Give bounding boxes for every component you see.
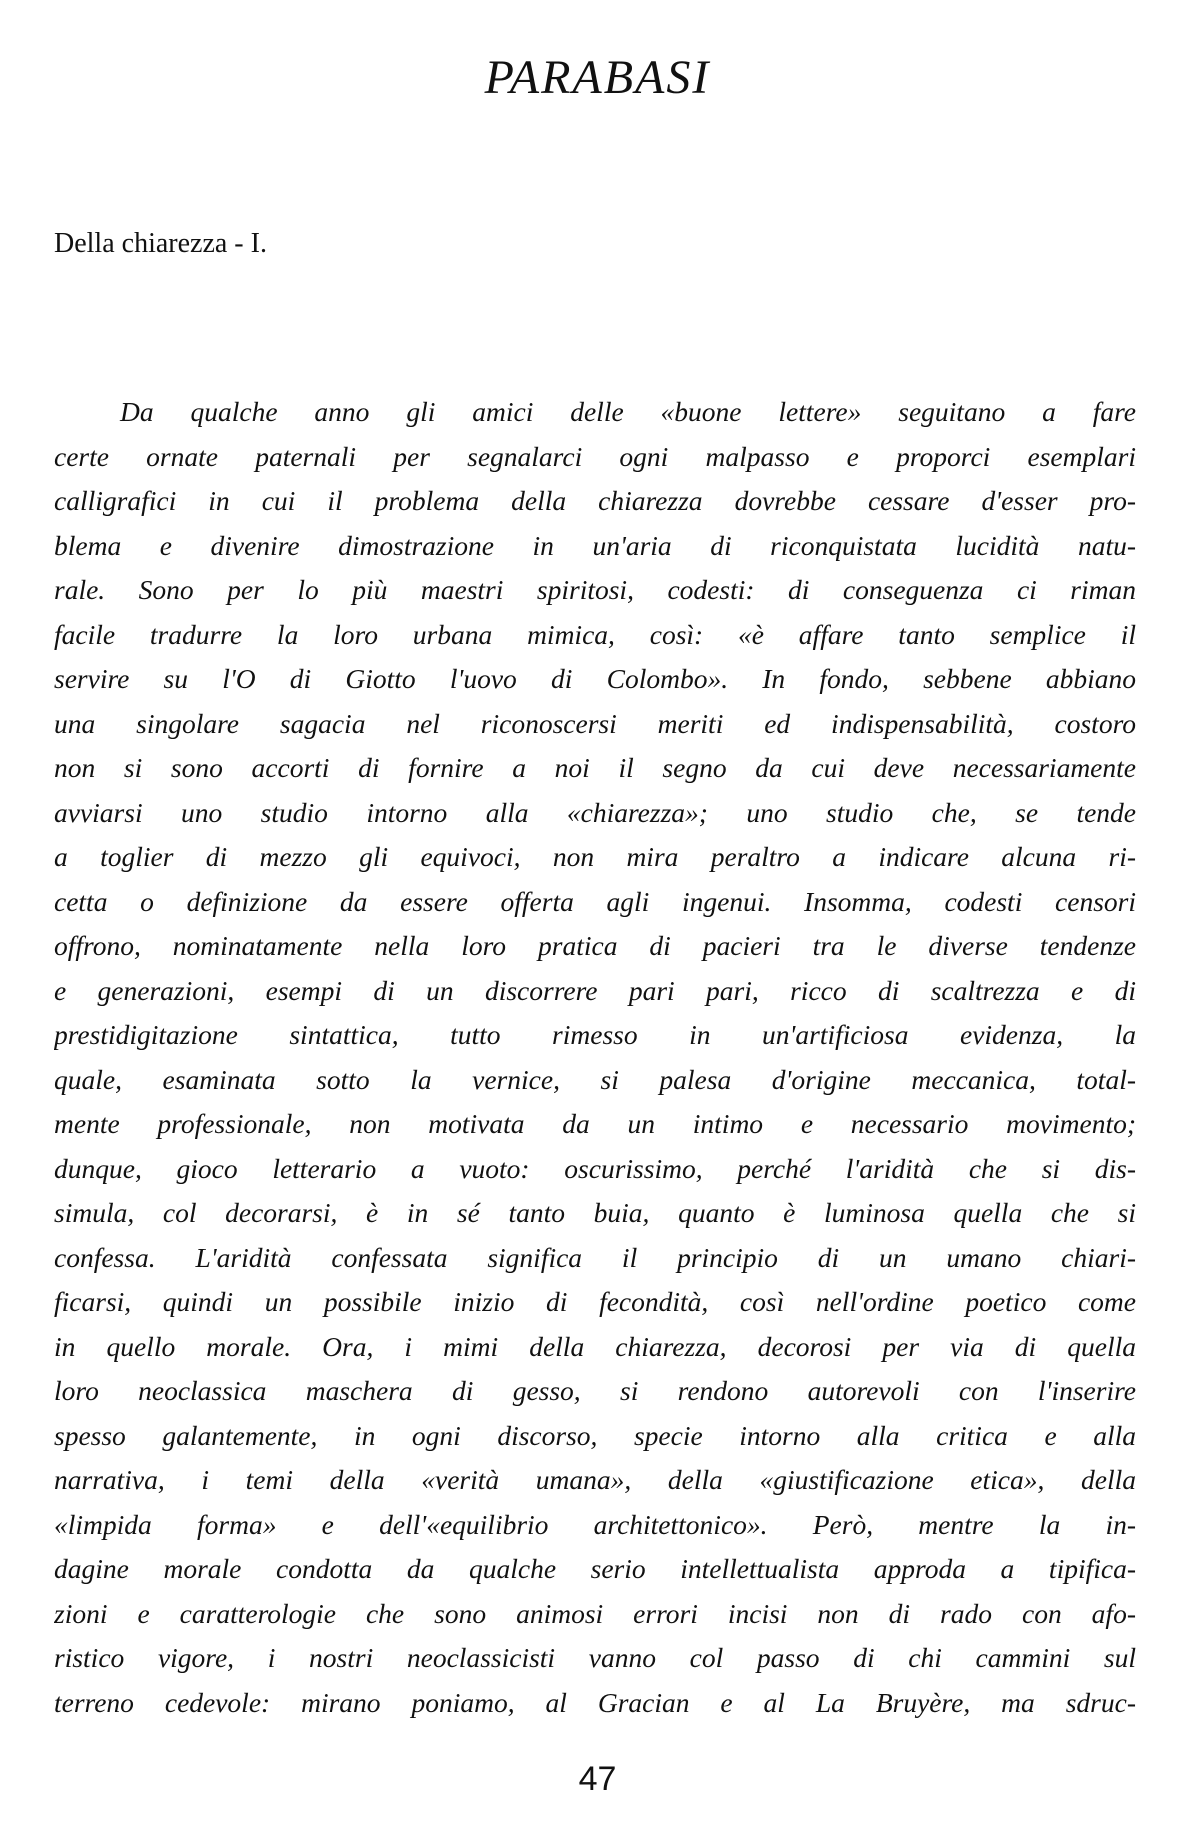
text-line: certe ornate paternali per segnalarci ogni malpasso e proporci esemplari xyxy=(54,440,1136,472)
text-line: cetta o definizione da essere offerta agli ingenui. Insomma, codesti censori xyxy=(54,885,1136,917)
text-line: in quello morale. Ora, i mimi della chiarezza, decorosi per via di quella xyxy=(54,1330,1136,1362)
text-line: facile tradurre la loro urbana mimica, così: «è affare tanto semplice il xyxy=(54,618,1136,650)
text-line: non si sono accorti di fornire a noi il segno da cui deve necessariamente xyxy=(54,752,1136,783)
body-text xyxy=(54,390,1136,1725)
text-line: Da qualche anno gli amici delle «buone lettere» seguitano a fare xyxy=(120,396,1136,427)
text-line: calligrafici in cui il problema della chiarezza dovrebbe cessare d'esser pro- xyxy=(54,485,1136,516)
text-line: avviarsi uno studio intorno alla «chiarezza»; uno studio che, se tende xyxy=(54,796,1136,828)
text-line: dagine morale condotta da qualche serio intellettualista approda a tipifica- xyxy=(54,1553,1136,1584)
text-line: confessa. L'aridità confessata significa il principio di un umano chiari- xyxy=(54,1241,1136,1273)
text-line: ristico vigore, i nostri neoclassicisti vanno col passo di chi cammini sul xyxy=(54,1642,1136,1673)
text-line: mente professionale, non motivata da un intimo e necessario movimento; xyxy=(54,1108,1136,1139)
text-line: dunque, gioco letterario a vuoto: oscurissimo, perché l'aridità che si dis- xyxy=(54,1152,1136,1184)
page-number: 47 xyxy=(578,1760,617,1798)
text-line: rale. Sono per lo più maestri spiritosi, codesti: di conseguenza ci riman xyxy=(54,574,1136,605)
text-line: offrono, nominatamente nella loro pratica di pacieri tra le diverse tendenze xyxy=(54,930,1136,961)
text-line: ficarsi, quindi un possibile inizio di fecondità, così nell'ordine poetico come xyxy=(54,1286,1136,1317)
text-line: prestidigitazione sintattica, tutto rimesso in un'artificiosa evidenza, la xyxy=(54,1019,1136,1050)
text-line: a toglier di mezzo gli equivoci, non mira peraltro a indicare alcuna ri- xyxy=(54,841,1136,872)
text-line: blema e divenire dimostrazione in un'aria di riconquistata lucidità natu- xyxy=(54,529,1136,561)
page-title: PARABASI xyxy=(484,51,711,104)
section-heading: Della chiarezza - I. xyxy=(54,228,267,259)
text-line: e generazioni, esempi di un discorrere pari pari, ricco di scaltrezza e di xyxy=(54,974,1136,1006)
text-line: simula, col decorarsi, è in sé tanto buia, quanto è luminosa quella che si xyxy=(54,1197,1136,1228)
text-line: servire su l'O di Giotto l'uovo di Colombo». In fondo, sebbene abbiano xyxy=(54,663,1136,694)
text-line: spesso galantemente, in ogni discorso, specie intorno alla critica e alla xyxy=(54,1419,1136,1451)
text-line: terreno cedevole: mirano poniamo, al Gracian e al La Bruyère, ma sdruc- xyxy=(54,1686,1136,1718)
text-line: «limpida forma» e dell'«equilibrio architettonico». Però, mentre la in- xyxy=(54,1508,1136,1540)
text-line: loro neoclassica maschera di gesso, si rendono autorevoli con l'inserire xyxy=(54,1375,1136,1406)
text-line: narrativa, i temi della «verità umana», della «giustificazione etica», della xyxy=(54,1464,1136,1495)
text-line: una singolare sagacia nel riconoscersi meriti ed indispensabilità, costoro xyxy=(54,707,1136,739)
text-line: quale, esaminata sotto la vernice, si palesa d'origine meccanica, total- xyxy=(54,1063,1136,1095)
text-line: zioni e caratterologie che sono animosi errori incisi non di rado con afo- xyxy=(54,1597,1136,1629)
